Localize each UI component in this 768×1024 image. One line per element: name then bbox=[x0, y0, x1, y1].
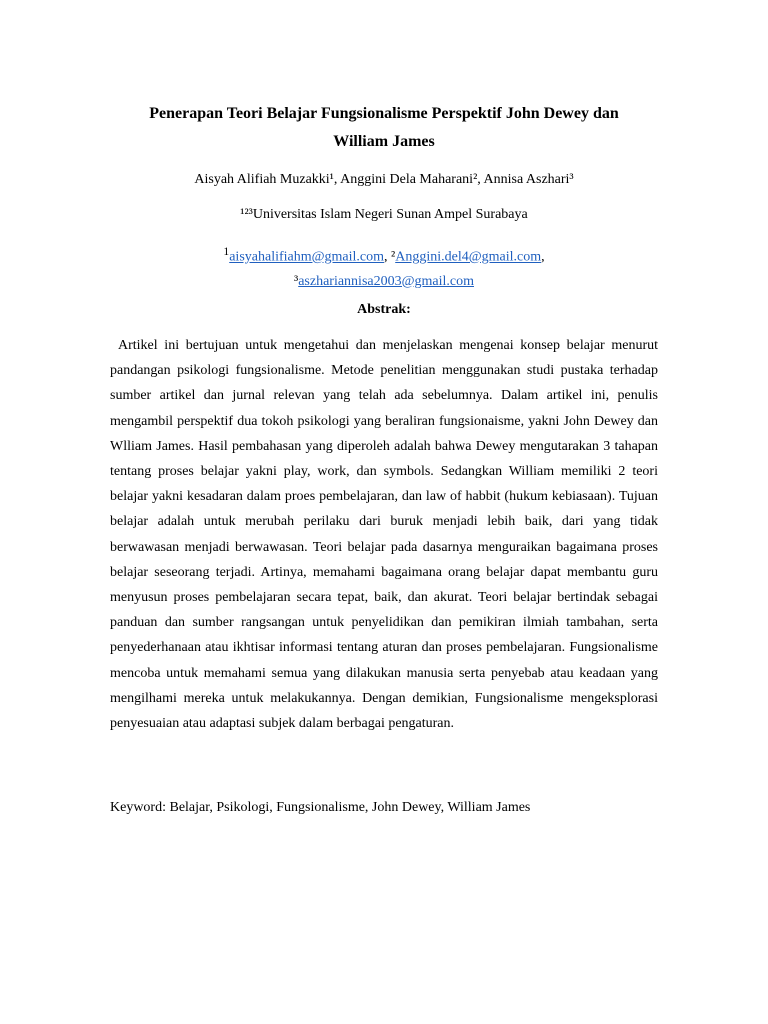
keywords-line: Keyword: Belajar, Psikologi, Fungsionalisme, John Dewey, William James bbox=[110, 800, 531, 815]
email-1-superscript: 1 bbox=[223, 245, 230, 258]
author-emails bbox=[108, 240, 660, 294]
email-3-link[interactable]: aszhariannisa2003@gmail.com bbox=[298, 273, 474, 289]
author-list: Aisyah Alifiah Muzakki¹, Anggini Dela Maharani², Annisa Aszhari³ bbox=[194, 172, 574, 187]
paper-title-line-2: William James bbox=[333, 133, 435, 150]
paper-title bbox=[108, 100, 660, 156]
email-separator-1: , bbox=[384, 249, 392, 265]
email-1-link[interactable]: aisyahalifiahm@gmail.com bbox=[229, 249, 385, 265]
email-2-link[interactable]: Anggini.del4@gmail.com bbox=[395, 249, 542, 265]
paper-title-line-1: Penerapan Teori Belajar Fungsionalisme Perspektif John Dewey dan bbox=[149, 105, 619, 122]
author-affiliation: ¹²³Universitas Islam Negeri Sunan Ampel Surabaya bbox=[240, 207, 528, 222]
email-2-superscript: ² bbox=[391, 249, 396, 265]
email-separator-2: , bbox=[541, 249, 545, 265]
abstract-body: Artikel ini bertujuan untuk mengetahui dan menjelaskan mengenai konsep belajar menurut pandangan psikologi fungsionalisme. Metode penelitian menggunakan studi pustaka terhadap sumber artikel dan jurnal relevan yang telah ada sebelumnya. Dalam artikel ini, penulis mengambil perspektif dua tokoh psikologi yang beraliran fungsionaisme, yakni John Dewey dan Wlliam James. Hasil pembahasan yang diperoleh adalah bahwa Dewey mengutarakan 3 tahapan tentang proses belajar yakni play, work, dan symbols. Sedangkan William memiliki 2 teori belajar yakni kesadaran dalam proes pembelajaran, dan law of habbit (hukum kebiasaan). Tujuan belajar adalah untuk merubah perilaku dari buruk menjadi lebih baik, dari yang tidak berwawasan menjadi berwawasan. Teori belajar pada dasarnya menguraikan bagaimana proses belajar seseorang terjadi. Artinya, memahami bagaimana orang belajar dapat membantu guru menyusun proses pembelajaran secara tepat, baik, dan akurat. Teori belajar bertindak sebagai panduan dan sumber rangsangan untuk penyelidikan dan pemikiran ilmiah tambahan, serta penyederhanaan atau ikhtisar informasi tentang aturan dan proses pembelajaran. Fungsionalisme mencoba untuk memahami semua yang dilakukan manusia serta penyebab atau keadaan yang mengilhami mereka untuk melakukannya. Dengan demikian, Fungsionalisme mengeksplorasi penyesuaian atau adaptasi subjek dalam berbagai pengaturan. bbox=[110, 338, 658, 732]
email-3-superscript: ³ bbox=[294, 273, 299, 289]
abstract-heading: Abstrak: bbox=[357, 302, 411, 317]
